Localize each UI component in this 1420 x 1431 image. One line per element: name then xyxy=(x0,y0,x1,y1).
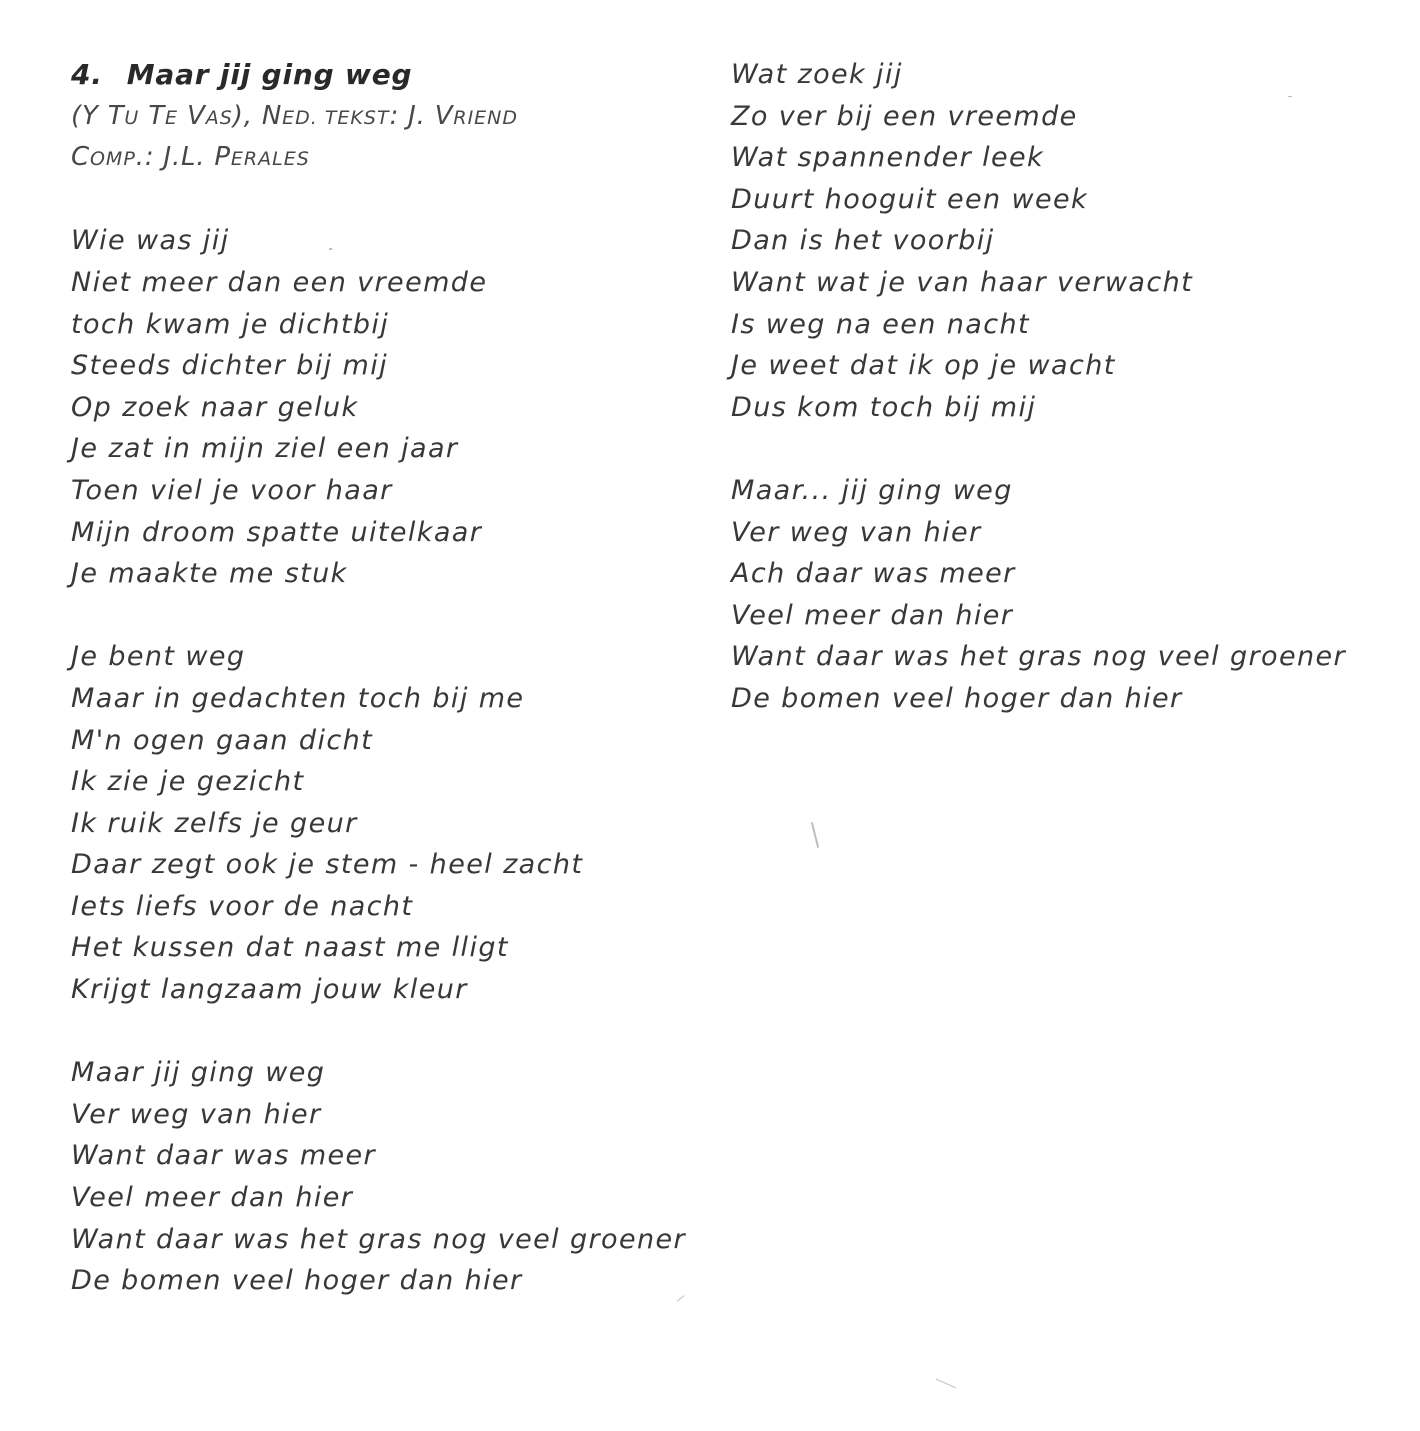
song-title-line xyxy=(71,54,691,96)
left-stanza-2 xyxy=(71,636,691,1010)
lyric-line: Is weg na een nacht xyxy=(731,308,1030,340)
stanza-gap xyxy=(71,1011,691,1053)
lyric-line: Je weet dat ik op je wacht xyxy=(731,350,1116,382)
song-number: 4. xyxy=(71,58,103,91)
right-column xyxy=(731,54,1371,720)
lyric-line: Want wat je van haar verwacht xyxy=(731,266,1194,298)
right-stanza-1 xyxy=(731,54,1371,428)
lyric-line: Niet meer dan een vreemde xyxy=(71,266,488,298)
stanza-gap xyxy=(731,428,1371,470)
stanza-gap xyxy=(71,179,691,221)
lyric-line: Het kussen dat naast me lligt xyxy=(71,932,509,964)
lyric-line: Krijgt langzaam jouw kleur xyxy=(71,974,468,1006)
song-credit-lyrics: (Y TU TE VAS), NED. TEKST: J. VRIEND xyxy=(71,100,519,131)
scan-speck xyxy=(329,248,332,250)
left-column xyxy=(71,54,691,1302)
lyric-line: Dus kom toch bij mij xyxy=(731,391,1037,423)
lyric-line: Want daar was het gras nog veel groener xyxy=(71,1223,686,1255)
lyric-line: Veel meer dan hier xyxy=(71,1182,354,1214)
scan-speck xyxy=(1288,96,1292,97)
right-stanza-2 xyxy=(731,470,1371,720)
lyric-line: Daar zegt ook je stem - heel zacht xyxy=(71,849,584,881)
lyric-line: Ver weg van hier xyxy=(71,1098,322,1130)
lyric-line: Zo ver bij een vreemde xyxy=(731,100,1078,132)
lyric-line: Je maakte me stuk xyxy=(71,558,348,590)
lyric-line: Toen viel je voor haar xyxy=(71,474,393,506)
lyric-line: Mijn droom spatte uitelkaar xyxy=(71,516,483,548)
lyric-line: Maar jij ging weg xyxy=(71,1057,326,1089)
lyric-line: Want daar was het gras nog veel groener xyxy=(731,641,1346,673)
lyric-line: Iets liefs voor de nacht xyxy=(71,890,414,922)
lyric-line: Ach daar was meer xyxy=(731,558,1016,590)
lyric-line: Wie was jij xyxy=(71,225,230,257)
lyric-line: Steeds dichter bij mij xyxy=(71,350,389,382)
scan-speck xyxy=(936,1379,957,1389)
lyric-line: Want daar was meer xyxy=(71,1140,377,1172)
lyric-line: Op zoek naar geluk xyxy=(71,391,359,423)
scan-speck xyxy=(811,822,819,848)
lyric-line: Ver weg van hier xyxy=(731,516,982,548)
lyric-line: Ik ruik zelfs je geur xyxy=(71,807,358,839)
song-title: Maar jij ging weg xyxy=(126,58,413,91)
lyric-line: M'n ogen gaan dicht xyxy=(71,724,374,756)
stanza-gap xyxy=(71,595,691,637)
lyric-line: Ik zie je gezicht xyxy=(71,766,305,798)
lyric-line: Duurt hooguit een week xyxy=(731,183,1089,215)
left-stanza-3 xyxy=(71,1052,691,1302)
lyric-line: De bomen veel hoger dan hier xyxy=(71,1265,523,1297)
lyric-line: Maar... jij ging weg xyxy=(731,474,1013,506)
lyric-line: Je bent weg xyxy=(71,641,246,673)
lyric-line: De bomen veel hoger dan hier xyxy=(731,682,1183,714)
lyric-line: toch kwam je dichtbij xyxy=(71,308,390,340)
lyric-line: Dan is het voorbij xyxy=(731,225,995,257)
lyric-line: Wat zoek jij xyxy=(731,59,903,90)
song-credit-composer: COMP.: J.L. PERALES xyxy=(71,142,310,173)
lyric-line: Maar in gedachten toch bij me xyxy=(71,682,525,714)
lyric-line: Veel meer dan hier xyxy=(731,599,1014,631)
lyric-line: Wat spannender leek xyxy=(731,142,1045,174)
left-stanza-1 xyxy=(71,220,691,594)
lyric-line: Je zat in mijn ziel een jaar xyxy=(71,433,459,465)
